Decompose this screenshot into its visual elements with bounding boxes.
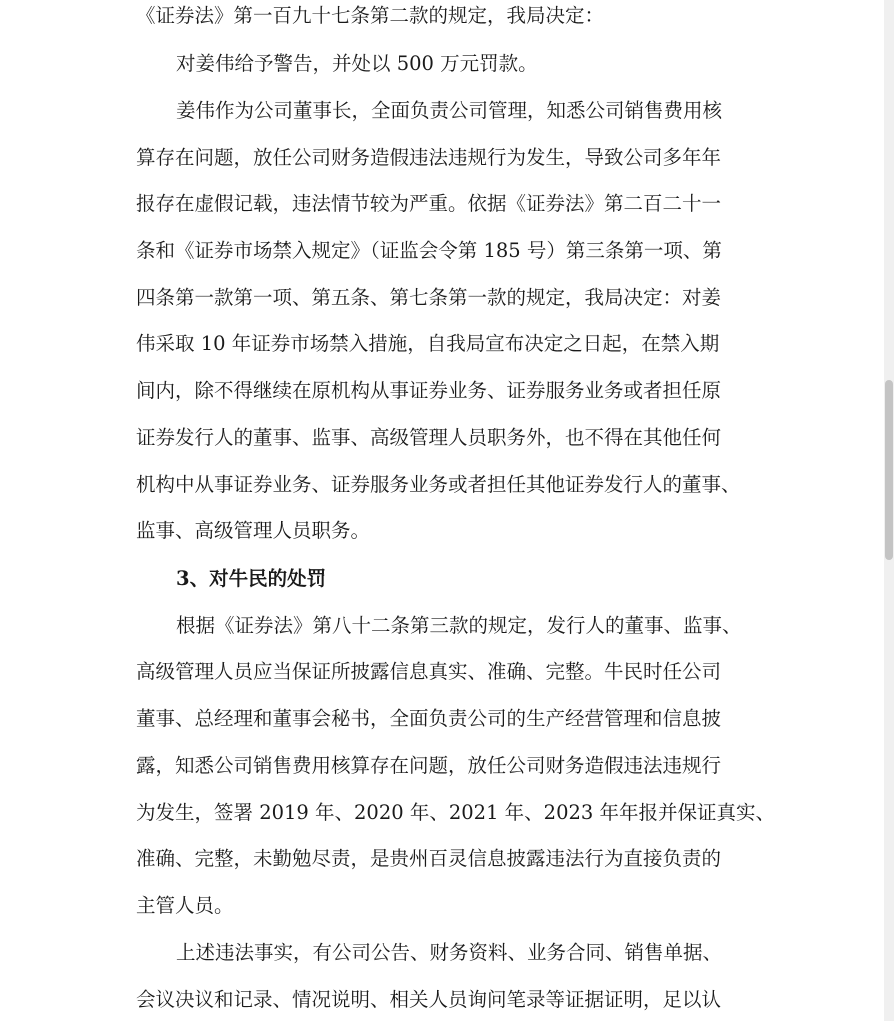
text-line: 对姜伟给予警告，并处以 500 万元罚款。 xyxy=(176,52,538,75)
text-line: 四条第一款第一项、第五条、第七条第一款的规定，我局决定：对姜 xyxy=(136,286,722,309)
section-heading: 3、对牛民的处罚 xyxy=(176,567,327,590)
text-line: 主管人员。 xyxy=(136,894,234,917)
text-line: 上述违法事实，有公司公告、财务资料、业务合同、销售单据、 xyxy=(176,941,723,964)
text-line: 准确、完整，未勤勉尽责，是贵州百灵信息披露违法行为直接负责的 xyxy=(136,847,722,870)
text-line: 姜伟作为公司董事长，全面负责公司管理，知悉公司销售费用核 xyxy=(176,99,723,122)
text-line: 根据《证券法》第八十二条第三款的规定，发行人的董事、监事、 xyxy=(176,614,742,637)
text-line: 监事、高级管理人员职务。 xyxy=(136,519,371,542)
text-line: 算存在问题，放任公司财务造假违法违规行为发生，导致公司多年年 xyxy=(136,146,722,169)
text-line: 条和《证券市场禁入规定》（证监会令第 185 号）第三条第一项、第 xyxy=(136,239,722,262)
text-line: 证券发行人的董事、监事、高级管理人员职务外，也不得在其他任何 xyxy=(136,426,722,449)
text-line: 机构中从事证券业务、证券服务业务或者担任其他证券发行人的董事、 xyxy=(136,473,741,496)
text-line: 为发生，签署 2019 年、2020 年、2021 年、2023 年年报并保证真实、 xyxy=(136,801,775,824)
text-line: 报存在虚假记载，违法情节较为严重。依据《证券法》第二百二十一 xyxy=(136,192,722,215)
text-line: 会议决议和记录、情况说明、相关人员询问笔录等证据证明，足以认 xyxy=(136,988,722,1011)
text-line: 《证券法》第一百九十七条第二款的规定，我局决定： xyxy=(136,4,605,27)
vertical-scrollbar[interactable] xyxy=(884,0,894,1021)
text-line: 高级管理人员应当保证所披露信息真实、准确、完整。牛民时任公司 xyxy=(136,660,722,683)
text-line: 露，知悉公司销售费用核算存在问题，放任公司财务造假违法违规行 xyxy=(136,754,722,777)
scrollbar-thumb[interactable] xyxy=(885,380,893,560)
text-line: 董事、总经理和董事会秘书，全面负责公司的生产经营管理和信息披 xyxy=(136,707,722,730)
text-line: 间内，除不得继续在原机构从事证券业务、证券服务业务或者担任原 xyxy=(136,379,722,402)
text-line: 伟采取 10 年证券市场禁入措施，自我局宣布决定之日起，在禁入期 xyxy=(136,332,720,355)
